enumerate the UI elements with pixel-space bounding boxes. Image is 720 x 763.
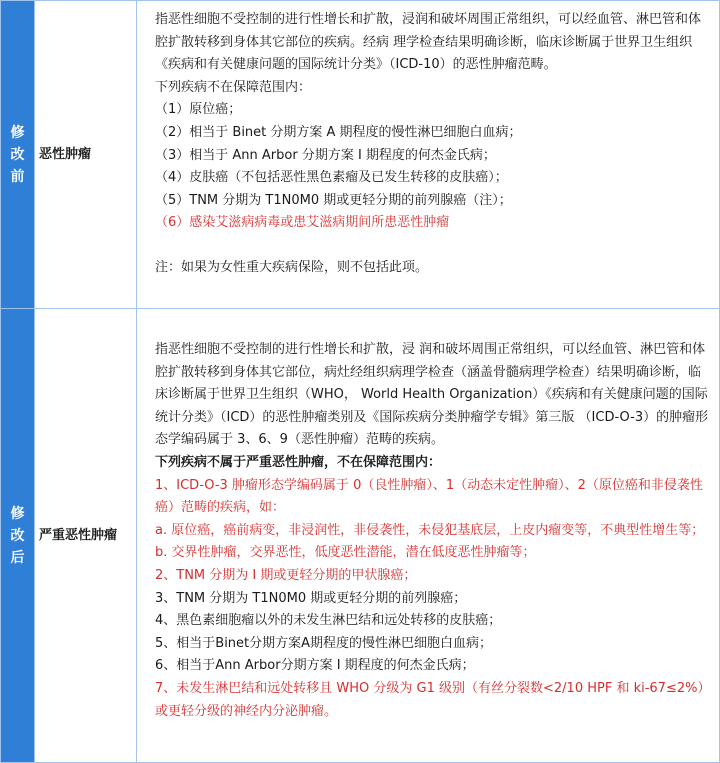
after-content-cell <box>137 309 720 763</box>
before-item: （2）相当于 Binet 分期方案 A 期程度的慢性淋巴细胞白血病； <box>155 124 522 140</box>
before-highlight-item: （6）感染艾滋病病毒或患艾滋病期间所患恶性肿瘤 <box>155 215 450 231</box>
after-item-1b: b. 交界性肿瘤，交界恶性，低度恶性潜能，潜在低度恶性肿瘤等； <box>155 545 536 561</box>
after-definition: 指恶性细胞不受控制的进行性增长和扩散，浸 润和破坏周围正常组织，可以经血管、淋巴管和体腔扩散转移到身体其它部位，病灶经组织病理学检查（涵盖骨髓病理学检查）结果明确诊断，临床诊断属于世界卫生组织（WHO， World Health Organization）《疾病和有关健康问题的国际统计分类》（ICD）的恶性肿瘤类别及《国际疾病分类肿瘤学专辑》第三版 （ICD-O-3）的肿瘤形态学编码属于 3、6、9（恶性肿瘤）范畴的疾病。 <box>155 342 709 448</box>
before-note: 注：如果为女性重大疾病保险，则不包括此项。 <box>155 259 429 275</box>
row-before-change <box>1 1 720 309</box>
before-content-cell <box>137 1 720 309</box>
after-item-7: 7、未发生淋巴结和远处转移且 WHO 分级为 G1 级别（有丝分裂数<2/10 HPF 和 ki-67≤2%） 或更轻分级的神经内分泌肿瘤。 <box>155 680 711 719</box>
before-item: （1）原位癌； <box>155 102 242 118</box>
after-label-char: 改 <box>10 527 25 544</box>
after-exclusion-intro: 下列疾病不属于严重恶性肿瘤，不在保障范围内： <box>155 454 442 470</box>
after-label-char: 后 <box>10 549 25 566</box>
after-item-4: 4、黑色素细胞瘤以外的未发生淋巴结和远处转移的皮肤癌； <box>155 613 502 629</box>
after-item-5: 5、相当于Binet分期方案A期程度的慢性淋巴细胞白血病； <box>155 635 493 651</box>
after-term: 严重恶性肿瘤 <box>35 309 137 763</box>
before-item: （4）皮肤癌（不包括恶性黑色素瘤及已发生转移的皮肤癌）； <box>155 170 508 186</box>
before-label-char: 改 <box>10 146 25 163</box>
before-label-char: 修 <box>10 124 25 141</box>
before-item: （3）相当于 Ann Arbor 分期方案 I 期程度的何杰金氏病； <box>155 147 496 163</box>
row-after-change <box>1 309 720 763</box>
before-definition: 指恶性细胞不受控制的进行性增长和扩散，浸润和破坏周围正常组织，可以经血管、淋巴管和体腔扩散转移到身体其它部位的疾病。经病 理学检查结果明确诊断，临床诊断属于世界卫生组织《疾病和有关健康问题的国际统计分类》（ICD-10）的恶性肿瘤范畴。 <box>155 12 702 73</box>
after-item-3: 3、TNM 分期为 T1N0M0 期或更轻分期的前列腺癌； <box>155 590 467 606</box>
before-term: 恶性肿瘤 <box>35 1 137 309</box>
before-label-char: 前 <box>10 168 25 185</box>
before-item: （5）TNM 分期为 T1N0M0 期或更轻分期的前列腺癌（注）； <box>155 192 512 208</box>
before-label-cell <box>1 1 35 309</box>
after-item-2: 2、TNM 分期为 I 期或更轻分期的甲状腺癌； <box>155 567 417 583</box>
spacer <box>155 235 713 257</box>
after-label-char: 修 <box>10 505 25 522</box>
after-item-1a: a. 原位癌，癌前病变，非浸润性，非侵袭性，未侵犯基底层，上皮内瘤变等，不典型性增生等； <box>155 522 705 538</box>
after-item-1: 1、ICD-O-3 肿瘤形态学编码属于 0（良性肿瘤）、1（动态未定性肿瘤）、2（原位癌和非侵袭性癌）范畴的疾病，如： <box>155 477 703 516</box>
after-label-cell <box>1 309 35 763</box>
after-item-6: 6、相当于Ann Arbor分期方案 I 期程度的何杰金氏病； <box>155 658 475 674</box>
before-exclusion-intro: 下列疾病不在保障范围内： <box>155 79 312 95</box>
